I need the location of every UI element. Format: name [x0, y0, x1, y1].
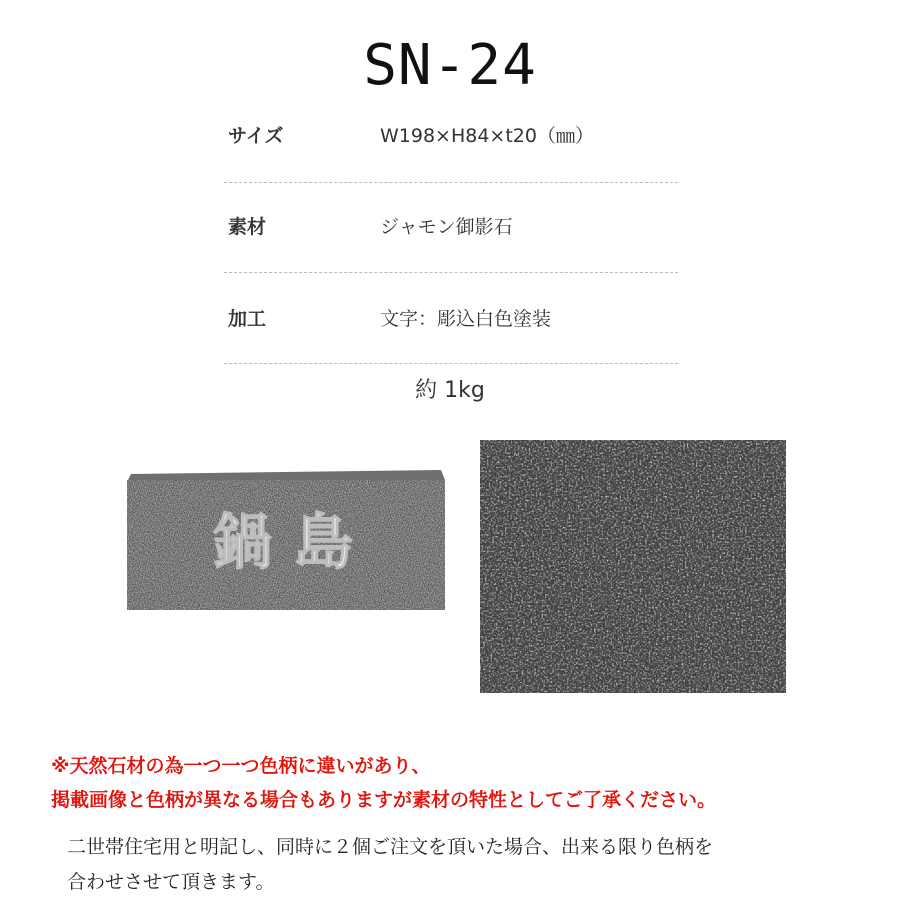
spec-label-size: サイズ — [228, 125, 284, 147]
spec-divider — [224, 272, 678, 273]
spec-value-processing: 文字：彫込白色塗装 — [380, 308, 552, 330]
spec-divider — [224, 182, 678, 183]
product-model-title: SN-24 — [363, 33, 537, 98]
swatch-light-grain — [480, 440, 786, 693]
notice-line-2: 掲載画像と色柄が異なる場合もありますが素材の特性としてご了承ください。 — [51, 789, 717, 811]
spec-label-material: 素材 — [228, 216, 267, 238]
spec-divider — [224, 363, 678, 364]
spec-row-size — [224, 121, 678, 151]
granite-swatch-image — [480, 440, 786, 693]
note-line-2: 合わせさせて頂きます。 — [67, 871, 275, 893]
spec-row-material — [224, 212, 678, 242]
note-line-1: 二世帯住宅用と明記し、同時に２個ご注文を頂いた場合、出来る限り色柄を — [67, 836, 714, 858]
spec-label-processing: 加工 — [228, 308, 267, 330]
notice-line-1: ※天然石材の為一つ一つ色柄に違いがあり、 — [51, 755, 431, 777]
weight-label: 約 1kg — [415, 378, 485, 403]
spec-value-size: W198×H84×t20（㎜） — [380, 125, 594, 147]
plate-engraved-name: 鍋 島 — [212, 508, 354, 578]
nameplate-image — [127, 470, 445, 610]
spec-value-material: ジャモン御影石 — [380, 216, 513, 238]
spec-row-processing — [224, 304, 678, 334]
